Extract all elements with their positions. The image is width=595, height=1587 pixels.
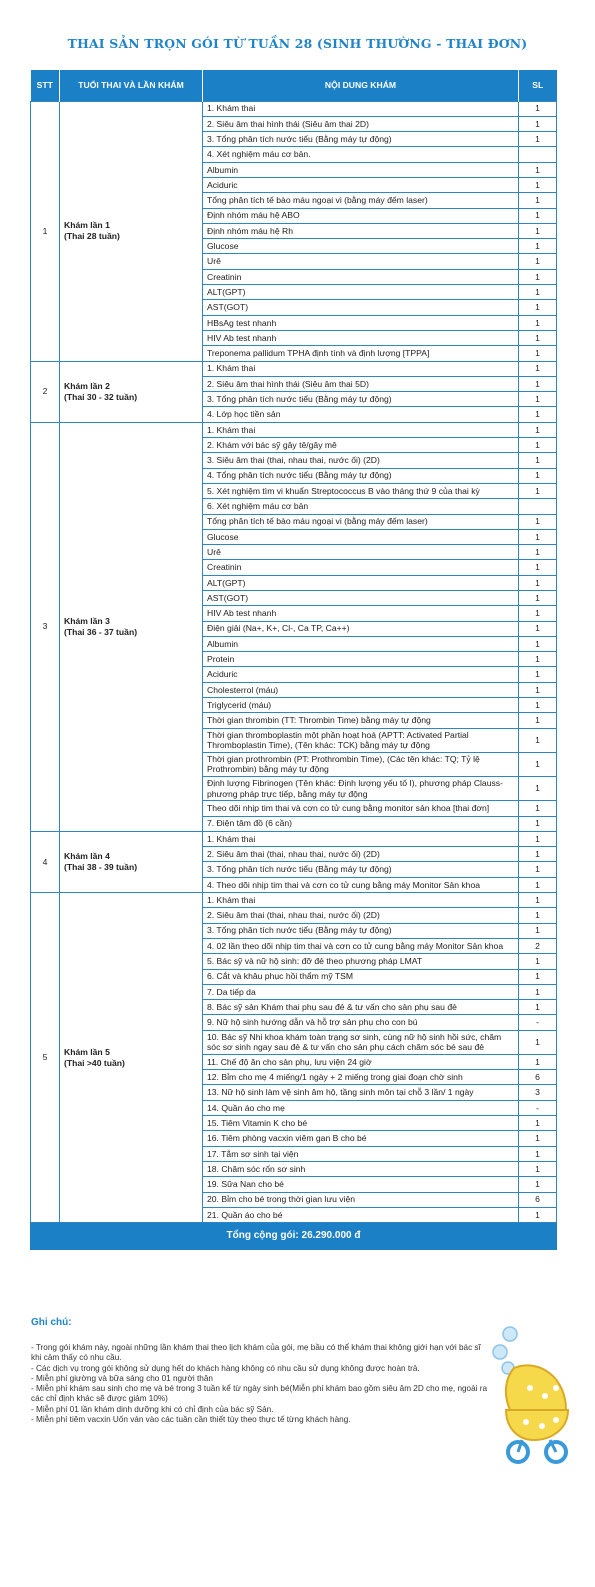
exam-item: Định nhóm máu hệ Rh [203, 223, 519, 238]
visit-weeks: (Thai 28 tuần) [64, 231, 120, 242]
exam-item: Creatinin [203, 269, 519, 284]
exam-qty: 1 [519, 254, 557, 269]
exam-qty: 1 [519, 1177, 557, 1192]
exam-item: Glucose [203, 529, 519, 544]
exam-item: Urê [203, 545, 519, 560]
exam-qty: 1 [519, 177, 557, 192]
exam-qty: 1 [519, 346, 557, 361]
exam-qty: 1 [519, 713, 557, 728]
exam-item: 1. Khám thai [203, 101, 519, 116]
page-title: THAI SẢN TRỌN GÓI TỪ TUẦN 28 (SINH THƯỜNG - THAI ĐƠN) [67, 36, 528, 51]
exam-qty: 1 [519, 801, 557, 816]
exam-item: 6. Cắt và khâu phục hồi thẩm mỹ TSM [203, 969, 519, 984]
header-visit: TUỔI THAI VÀ LẦN KHÁM [60, 70, 203, 101]
exam-item: Cholesterrol (máu) [203, 682, 519, 697]
exam-item: 3. Tổng phân tích nước tiểu (Bằng máy tự động) [203, 392, 519, 407]
exam-item: 6. Xét nghiệm máu cơ bản [203, 499, 519, 514]
exam-item: 16. Tiêm phòng vacxin viêm gan B cho bé [203, 1131, 519, 1146]
exam-qty: 1 [519, 162, 557, 177]
exam-item: 20. Bỉm cho bé trong thời gian lưu viện [203, 1192, 519, 1207]
note-item: - Miễn phí 01 lần khám dinh dưỡng khi có chỉ định của bác sỹ Sản. [31, 1404, 274, 1414]
exam-item: 18. Chăm sóc rốn sơ sinh [203, 1161, 519, 1176]
exam-qty: 1 [519, 1146, 557, 1161]
table-header-row [31, 70, 557, 101]
exam-qty: 1 [519, 132, 557, 147]
exam-item: 3. Tổng phân tích nước tiểu (Bằng máy tự động) [203, 862, 519, 877]
exam-qty: 2 [519, 938, 557, 953]
exam-qty: 1 [519, 621, 557, 636]
exam-qty: 1 [519, 407, 557, 422]
exam-item: ALT(GPT) [203, 575, 519, 590]
exam-qty: 1 [519, 193, 557, 208]
table-row [31, 361, 557, 376]
exam-qty: 1 [519, 816, 557, 831]
exam-qty: - [519, 1100, 557, 1115]
exam-item: Urê [203, 254, 519, 269]
exam-item: 3. Tổng phân tích nước tiểu (Bằng máy tự động) [203, 132, 519, 147]
table-row [31, 422, 557, 437]
header-qty: SL [519, 70, 557, 101]
exam-item: Protein [203, 652, 519, 667]
exam-item: 13. Nữ hộ sinh làm vệ sinh âm hộ, tầng sinh môn tại chỗ 3 lần/ 1 ngày [203, 1085, 519, 1100]
visit-number: 2 [31, 361, 60, 422]
visit-title: Khám lần 1 [64, 220, 110, 231]
exam-qty: 1 [519, 116, 557, 131]
exam-qty: 1 [519, 1116, 557, 1131]
exam-item: 2. Khám với bác sỹ gây tê/gây mê [203, 438, 519, 453]
exam-item: 2. Siêu âm thai (thai, nhau thai, nước ối) (2D) [203, 847, 519, 862]
exam-qty: 1 [519, 101, 557, 116]
exam-qty: 1 [519, 300, 557, 315]
exam-qty: 1 [519, 483, 557, 498]
exam-qty: 1 [519, 591, 557, 606]
exam-item: 3. Siêu âm thai (thai, nhau thai, nước ối) (2D) [203, 453, 519, 468]
exam-qty: 1 [519, 376, 557, 391]
table-row [31, 831, 557, 846]
table-row [31, 101, 557, 116]
exam-item: 11. Chế độ ăn cho sản phụ, lưu viện 24 giờ [203, 1054, 519, 1069]
exam-qty: 1 [519, 752, 557, 776]
visit-label [60, 831, 203, 892]
header-content: NỘI DUNG KHÁM [203, 70, 519, 101]
exam-qty: 1 [519, 923, 557, 938]
exam-qty: 1 [519, 223, 557, 238]
exam-qty: 1 [519, 893, 557, 908]
exam-item: Định lượng Fibrinogen (Tên khác: Định lượng yếu tố I), phương pháp Clauss- phương pháp trực tiếp, bằng máy tự động [203, 777, 519, 801]
exam-item: HIV Ab test nhanh [203, 606, 519, 621]
exam-item: 15. Tiêm Vitamin K cho bé [203, 1116, 519, 1131]
note-item: - Trong gói khám này, ngoài những lần khám thai theo lịch khám của gói, mẹ bầu có thể khám thai không giới hạn với bác sĩ khi cảm thấy có nhu cầu. [31, 1343, 481, 1363]
exam-qty: 1 [519, 514, 557, 529]
exam-item: 8. Bác sỹ sản Khám thai phụ sau đẻ & tư vấn cho sản phụ sau đẻ [203, 1000, 519, 1015]
visit-weeks: (Thai 38 - 39 tuần) [64, 861, 138, 872]
exam-qty: 1 [519, 1207, 557, 1222]
exam-item: Định nhóm máu hệ ABO [203, 208, 519, 223]
exam-item: Theo dõi nhịp tim thai và cơn co tử cung bằng monitor sản khoa [thai đơn] [203, 801, 519, 816]
visit-number: 5 [31, 893, 60, 1223]
exam-item: 9. Nữ hộ sinh hướng dẫn và hỗ trợ sản phụ cho con bú [203, 1015, 519, 1030]
exam-qty: 1 [519, 1000, 557, 1015]
exam-qty: 1 [519, 847, 557, 862]
visit-title: Khám lần 2 [64, 381, 110, 392]
exam-item: 4. Tổng phân tích nước tiểu (Bằng máy tự động) [203, 468, 519, 483]
exam-qty: 1 [519, 1054, 557, 1069]
total-row [31, 1223, 557, 1250]
exam-item: Aciduric [203, 177, 519, 192]
exam-item: Thời gian thrombin (TT: Thrombin Time) bằng máy tự động [203, 713, 519, 728]
exam-item: 7. Điện tâm đồ (6 cần) [203, 816, 519, 831]
exam-qty: 6 [519, 1192, 557, 1207]
exam-item: 17. Tắm sơ sinh tại viện [203, 1146, 519, 1161]
exam-qty: 1 [519, 728, 557, 752]
note-item: - Miễn phí giường và bữa sáng cho 01 người thân [31, 1373, 213, 1383]
exam-item: HIV Ab test nhanh [203, 330, 519, 345]
exam-item: 1. Khám thai [203, 893, 519, 908]
header-stt: STT [31, 70, 60, 101]
exam-item: Albumin [203, 162, 519, 177]
exam-qty: 1 [519, 908, 557, 923]
visit-title: Khám lần 4 [64, 851, 110, 862]
exam-item: 4. Lớp học tiền sản [203, 407, 519, 422]
exam-qty: 1 [519, 529, 557, 544]
exam-qty: 1 [519, 468, 557, 483]
exam-qty: 1 [519, 1161, 557, 1176]
visit-number: 4 [31, 831, 60, 892]
exam-qty: 1 [519, 208, 557, 223]
exam-item: 21. Quần áo cho bé [203, 1207, 519, 1222]
visit-weeks: (Thai 36 - 37 tuần) [64, 626, 138, 637]
exam-qty: 1 [519, 831, 557, 846]
note-item: - Miễn phí khám sau sinh cho mẹ và bé trong 3 tuần kể từ ngày sinh bé(Miễn phí khám bao gồm siêu âm 2D cho mẹ, ngoài ra các chỉ định khác sẽ được giảm 10%) [31, 1384, 488, 1404]
exam-item: 2. Siêu âm thai hình thái (Siêu âm thai 5D) [203, 376, 519, 391]
exam-item: 14. Quần áo cho mẹ [203, 1100, 519, 1115]
exam-qty: 1 [519, 954, 557, 969]
exam-item: 2. Siêu âm thai (thai, nhau thai, nước ối) (2D) [203, 908, 519, 923]
exam-item: 1. Khám thai [203, 831, 519, 846]
note-item: - Các dịch vụ trong gói không sử dụng hết do khách hàng không có nhu cầu sử dụng không được hoàn trả. [31, 1363, 420, 1373]
exam-qty: 1 [519, 422, 557, 437]
exam-qty: 1 [519, 560, 557, 575]
exam-item: 1. Khám thai [203, 422, 519, 437]
exam-item: 5. Bác sỹ và nữ hộ sinh: đỡ đẻ theo phương pháp LMAT [203, 954, 519, 969]
exam-item: Điện giải (Na+, K+, Cl-, Ca TP, Ca++) [203, 621, 519, 636]
exam-item: ALT(GPT) [203, 285, 519, 300]
exam-qty: 1 [519, 545, 557, 560]
exam-qty: 1 [519, 606, 557, 621]
visit-number: 1 [31, 101, 60, 361]
exam-qty: 1 [519, 667, 557, 682]
exam-item: AST(GOT) [203, 300, 519, 315]
visit-weeks: (Thai 30 - 32 tuần) [64, 391, 138, 402]
visit-label [60, 893, 203, 1223]
exam-item: Treponema pallidum TPHA định tính và định lượng [TPPA] [203, 346, 519, 361]
exam-item: Aciduric [203, 667, 519, 682]
exam-item: 2. Siêu âm thai hình thái (Siêu âm thai 2D) [203, 116, 519, 131]
exam-qty: 1 [519, 652, 557, 667]
exam-item: 19. Sữa Nan cho bé [203, 1177, 519, 1192]
visit-label [60, 422, 203, 831]
baby-stroller-illustration [470, 1318, 570, 1468]
exam-item: 1. Khám thai [203, 361, 519, 376]
exam-qty: 1 [519, 361, 557, 376]
exam-item: Thời gian prothrombin (PT: Prothrombin Time), (Các tên khác: TQ; Tỷ lệ Prothrombin) bằng máy tự động [203, 752, 519, 776]
exam-qty [519, 499, 557, 514]
exam-qty: 1 [519, 438, 557, 453]
exam-qty: 1 [519, 269, 557, 284]
visit-label [60, 361, 203, 422]
exam-item: HBsAg test nhanh [203, 315, 519, 330]
exam-item: 4. Xét nghiệm máu cơ bản. [203, 147, 519, 162]
exam-qty: 1 [519, 969, 557, 984]
exam-qty: 1 [519, 777, 557, 801]
exam-item: Albumin [203, 636, 519, 651]
exam-item: Creatinin [203, 560, 519, 575]
exam-qty: 1 [519, 877, 557, 892]
notes-title: Ghi chú: [31, 1317, 72, 1328]
exam-qty: 1 [519, 575, 557, 590]
exam-item: AST(GOT) [203, 591, 519, 606]
exam-qty: 6 [519, 1070, 557, 1085]
exam-item: Tổng phân tích tế bào máu ngoại vi (bằng máy đếm laser) [203, 514, 519, 529]
note-item: - Miễn phí tiêm vacxin Uốn ván vào các tuần cần thiết tùy theo thực tế từng khách hàng. [31, 1415, 351, 1425]
exam-item: 12. Bỉm cho mẹ 4 miếng/1 ngày + 2 miếng trong giai đoạn chờ sinh [203, 1070, 519, 1085]
exam-qty: 1 [519, 285, 557, 300]
exam-qty: 1 [519, 636, 557, 651]
exam-item: 7. Da tiếp da [203, 984, 519, 999]
exam-item: Triglycerid (máu) [203, 698, 519, 713]
exam-qty: - [519, 1015, 557, 1030]
exam-qty: 1 [519, 392, 557, 407]
exam-qty: 1 [519, 453, 557, 468]
exam-qty [519, 147, 557, 162]
exam-qty: 1 [519, 698, 557, 713]
visit-title: Khám lần 3 [64, 616, 110, 627]
exam-qty: 1 [519, 1131, 557, 1146]
exam-qty: 3 [519, 1085, 557, 1100]
exam-item: 10. Bác sỹ Nhi khoa khám toàn trạng sơ sinh, cùng nữ hộ sinh hồi sức, chăm sóc sơ sinh ngay sau đẻ & tư vấn cho sản phụ cách chăm sóc bé sau đẻ [203, 1030, 519, 1054]
notes-list [31, 1343, 489, 1425]
exam-qty: 1 [519, 239, 557, 254]
exam-qty: 1 [519, 330, 557, 345]
visit-number: 3 [31, 422, 60, 831]
exam-qty: 1 [519, 862, 557, 877]
exam-item: Thời gian thromboplastin một phần hoạt hoá (APTT: Activated Partial Thromboplastin Time), (Tên khác: TCK) bằng máy tự động [203, 728, 519, 752]
visit-title: Khám lần 5 [64, 1046, 110, 1057]
exam-item: 4. Theo dõi nhịp tim thai và cơn co tử cung bằng máy Monitor Sản khoa [203, 877, 519, 892]
visit-weeks: (Thai >40 tuần) [64, 1057, 125, 1068]
total-price: Tổng cộng gói: 26.290.000 đ [31, 1223, 557, 1250]
exam-item: Glucose [203, 239, 519, 254]
exam-qty: 1 [519, 315, 557, 330]
table-body [31, 101, 557, 1223]
exam-qty: 1 [519, 1030, 557, 1054]
exam-qty: 1 [519, 682, 557, 697]
exam-item: 5. Xét nghiệm tìm vi khuẩn Streptococcus B vào tháng thứ 9 của thai kỳ [203, 483, 519, 498]
exam-item: Tổng phân tích tế bào máu ngoại vi (bằng máy đếm laser) [203, 193, 519, 208]
visit-label [60, 101, 203, 361]
exam-qty: 1 [519, 984, 557, 999]
package-table [30, 70, 557, 1250]
exam-item: 3. Tổng phân tích nước tiểu (Bằng máy tự động) [203, 923, 519, 938]
exam-item: 4. 02 lần theo dõi nhịp tim thai và cơn co tử cung bằng máy Monitor Sản khoa [203, 938, 519, 953]
table-row [31, 893, 557, 908]
